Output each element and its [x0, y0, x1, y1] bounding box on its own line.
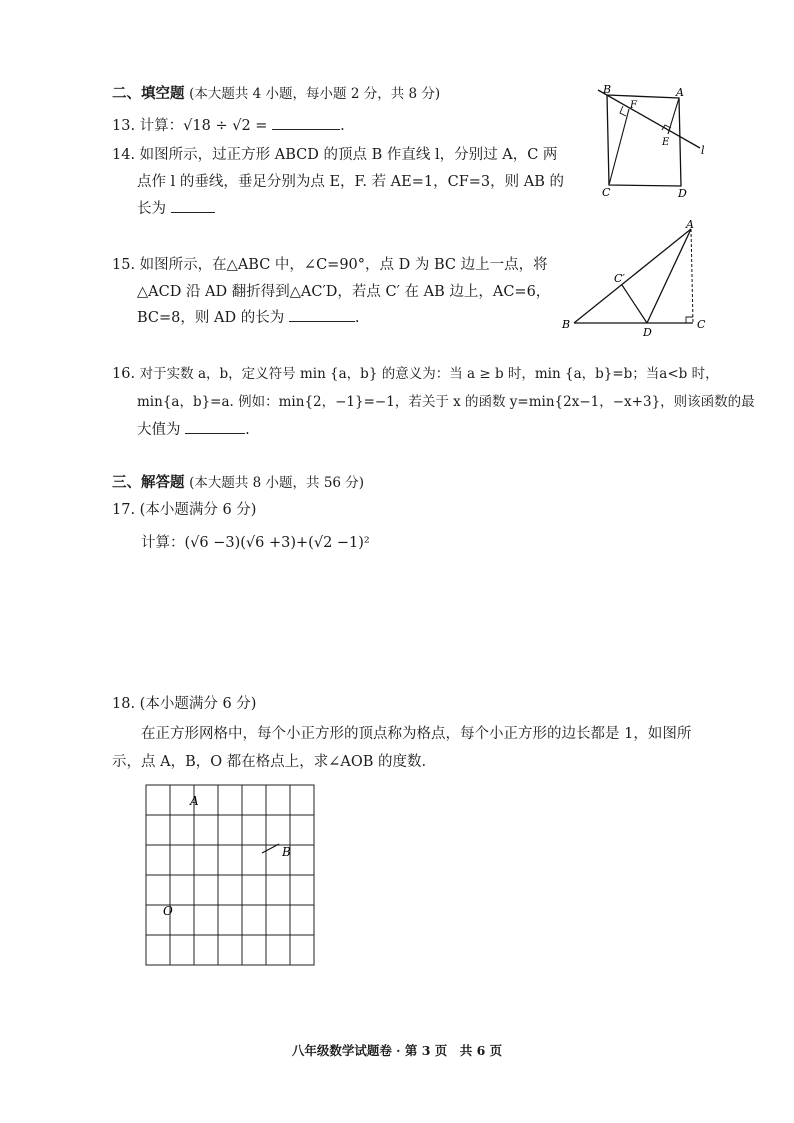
section3-heading — [112, 471, 364, 492]
q15-line3: BC=8，则 AD 的长为 — [137, 310, 285, 326]
question-18-line2 — [112, 750, 426, 771]
q17-number: 17. — [112, 502, 136, 518]
section2-title: 二、填空题 — [112, 85, 185, 102]
q15-figure — [558, 218, 718, 340]
q15-label-b: B — [562, 318, 571, 331]
q13-end: . — [340, 118, 345, 134]
question-13 — [112, 114, 345, 135]
q15-side-ac — [691, 229, 693, 323]
q18-label-b: B — [282, 845, 291, 859]
q15-end: . — [354, 310, 360, 326]
question-17-task — [141, 531, 370, 552]
q18-label-a: A — [190, 794, 199, 808]
q13-number: 13. — [112, 118, 136, 134]
q14-label-f: F — [630, 100, 637, 111]
q16-line3: 大值为 — [137, 422, 181, 438]
question-14-line1 — [112, 143, 557, 164]
q16-number: 16. — [112, 366, 136, 382]
question-14-line2 — [137, 170, 564, 191]
q15-segment-c-prime-d — [622, 285, 647, 323]
q16-end: . — [245, 422, 250, 438]
question-18-line1 — [141, 722, 691, 743]
q15-number: 15. — [112, 257, 136, 273]
q15-side-ab — [574, 229, 691, 323]
section2-note: (本大题共 4 小题，每小题 2 分，共 8 分) — [189, 86, 441, 102]
q16-line1: 对于实数 a，b，定义符号 min {a，b} 的意义为：当 a ≥ b 时，min {a，b}=b；当a<b 时， — [139, 366, 719, 382]
q14-perp-ae — [668, 98, 679, 134]
question-14-line3 — [137, 197, 215, 218]
q16-answer-blank[interactable] — [185, 433, 245, 434]
q17-head: (本小题满分 6 分) — [139, 502, 257, 518]
q14-label-d: D — [678, 187, 687, 200]
q14-label-b: B — [603, 83, 612, 96]
q14-perp-cf — [609, 109, 629, 185]
section3-title: 三、解答题 — [112, 474, 185, 491]
question-17-head — [112, 498, 256, 519]
q15-line2: △ACD 沿 AD 翻折得到△AC′D，若点 C′ 在 AB 边上，AC=6， — [137, 284, 551, 300]
q18-grid-figure — [140, 782, 320, 972]
q15-segment-ad — [647, 229, 691, 323]
question-15-line1 — [112, 253, 548, 274]
q14-line1: 如图所示，过正方形 ABCD 的顶点 B 作直线 l，分别过 A，C 两 — [139, 147, 558, 163]
q15-label-c-prime: C′ — [614, 272, 625, 285]
question-16-line1 — [112, 362, 719, 382]
q18-label-o: O — [163, 904, 173, 918]
q14-line3: 长为 — [137, 201, 166, 217]
q17-task: 计算：(√6 −3)(√6 +3)+(√2 −1)² — [141, 535, 370, 551]
page-footer: 八年级数学试题卷 · 第 3 页 共 6 页 — [291, 1043, 503, 1058]
q18-grid — [146, 785, 314, 965]
q15-label-d: D — [643, 326, 652, 339]
q14-right-angle-f — [620, 106, 626, 116]
q14-label-a: A — [676, 86, 684, 99]
q13-text: 计算：√18 ÷ √2 = — [139, 118, 268, 134]
section3-note: (本大题共 8 小题，共 56 分) — [189, 475, 365, 491]
q13-answer-blank[interactable] — [272, 129, 340, 130]
q18-head: (本小题满分 6 分) — [139, 696, 257, 712]
q15-line1: 如图所示，在△ABC 中，∠C=90°，点 D 为 BC 边上一点，将 — [139, 257, 548, 273]
q14-label-e: E — [662, 137, 670, 148]
q14-label-c: C — [602, 186, 611, 199]
q18-line1: 在正方形网格中，每个小正方形的顶点称为格点，每个小正方形的边长都是 1，如图所 — [141, 726, 692, 742]
question-15-line2 — [137, 280, 550, 301]
q14-line-l — [598, 90, 700, 148]
question-18-head — [112, 692, 256, 713]
q18-line2: 示，点 A，B，O 都在格点上，求∠AOB 的度数. — [112, 754, 427, 770]
q15-answer-blank[interactable] — [289, 321, 355, 322]
q15-right-angle-c — [686, 317, 693, 323]
q14-answer-blank[interactable] — [171, 212, 215, 213]
q14-square — [607, 95, 681, 186]
q15-label-c: C — [697, 318, 706, 331]
section2-heading — [112, 82, 440, 103]
q14-figure — [592, 82, 712, 204]
q14-label-l: l — [701, 144, 705, 157]
question-16-line3 — [137, 418, 250, 439]
q14-line2: 点作 l 的垂线，垂足分别为点 E，F. 若 AE=1，CF=3，则 AB 的 — [137, 174, 564, 190]
q14-number: 14. — [112, 147, 136, 163]
question-15-line3 — [137, 306, 359, 327]
q18-number: 18. — [112, 696, 136, 712]
question-16-line2 — [137, 390, 755, 410]
q16-line2: min{a，b}=a. 例如：min{2，−1}=−1，若关于 x 的函数 y=min{2x−1，−x+3}，则该函数的最 — [137, 394, 755, 410]
q15-label-a: A — [686, 218, 694, 231]
